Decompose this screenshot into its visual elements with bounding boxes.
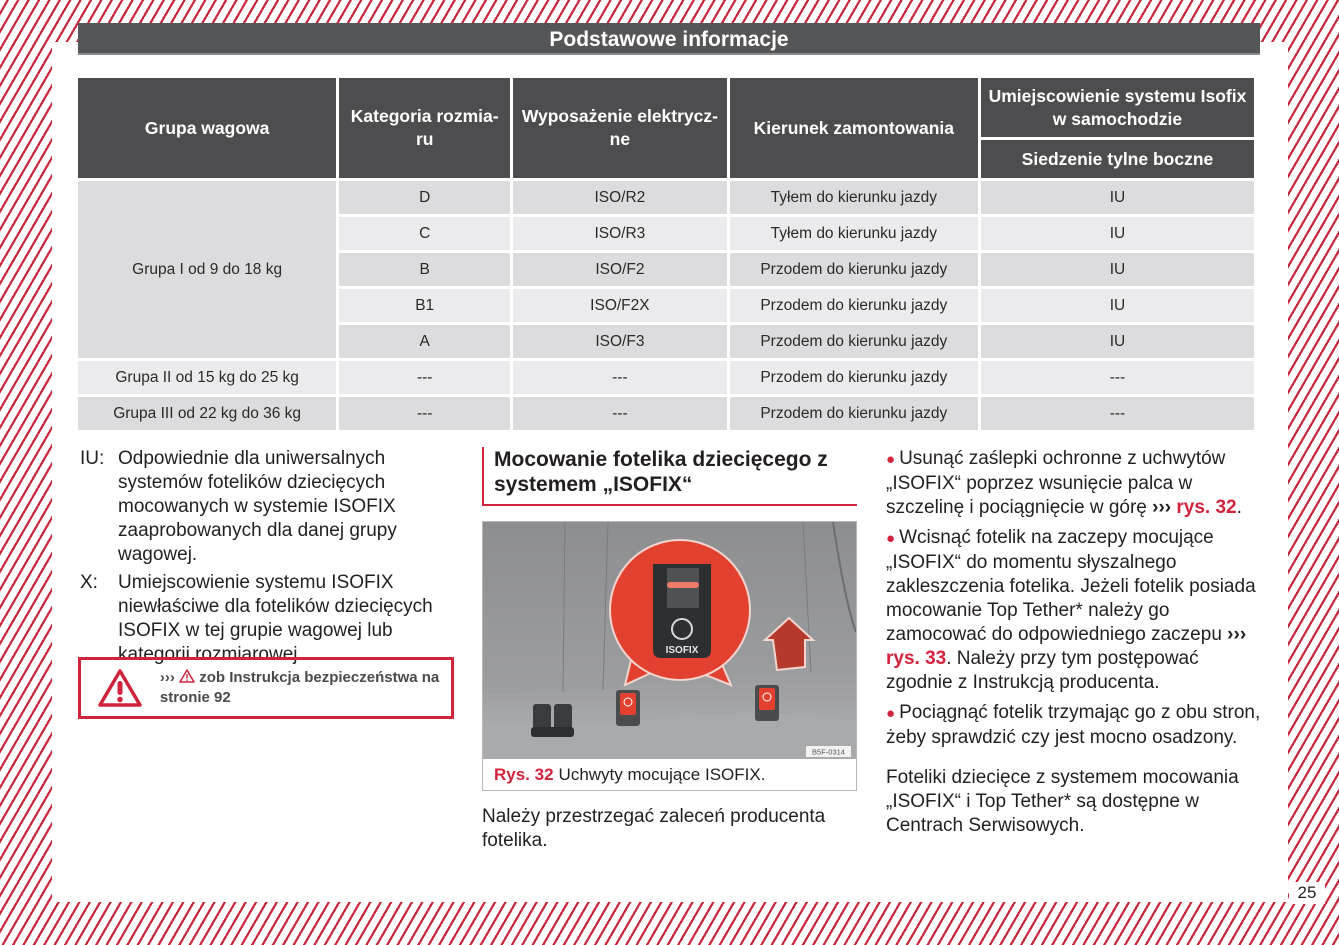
cell-direction: Przodem do kierunku jazdy [730, 253, 978, 286]
cell-group: Grupa II od 15 kg do 25 kg [78, 361, 336, 394]
instruction-step: ● Wcisnąć fotelik na zaczepy mocujące „ISOFIX“ do momentu słyszalnego zakleszczenia fotelika. Jeżeli fotelik posiada mocowanie Top Tether* należy go zamocować do odpowiedniego zaczepu ››› rys. 33. Należy przy tym postępować zgodnie z Instrukcją producenta. [886, 527, 1256, 693]
bullet-icon: ● [886, 451, 896, 468]
cell-location: IU [981, 217, 1254, 250]
legend [80, 447, 455, 671]
chevron-icon: ››› [1227, 624, 1247, 645]
legend-key: IU: [80, 448, 105, 469]
warning-text: zob Instrukcja bezpieczeństwa na stronie 92 [159, 669, 440, 706]
chevron-icon: ››› [159, 669, 175, 686]
cell-group: Grupa III od 22 kg do 36 kg [78, 397, 336, 430]
table-row [78, 397, 1254, 430]
header-direction: Kierunek zamontowania [730, 78, 978, 178]
small-warning-icon [179, 669, 199, 686]
figure-caption-text: Uchwyty mocujące ISOFIX. [558, 765, 766, 784]
figure-label: Rys. 32 [494, 765, 554, 784]
isofix-section [482, 447, 857, 851]
cell-location: IU [981, 253, 1254, 286]
svg-text:B5F-0314: B5F-0314 [812, 747, 845, 757]
figure-caption [483, 759, 856, 790]
cell-category: C [339, 217, 510, 250]
figure-link[interactable]: ››› rys. 32 [1152, 497, 1237, 518]
legend-item-x [80, 571, 455, 667]
availability-note: Foteliki dziecięce z systemem mocowania „ISOFIX“ i Top Tether* są dostępne w Centrach Serwisowych. [886, 767, 1239, 836]
instructions [886, 447, 1262, 838]
cell-location: IU [981, 181, 1254, 214]
cell-location: IU [981, 289, 1254, 322]
figure-32 [482, 521, 857, 791]
cell-category: --- [339, 397, 510, 430]
cell-direction: Przodem do kierunku jazdy [730, 397, 978, 430]
legend-item-iu [80, 447, 455, 567]
header-rear-side-seat: Siedzenie tylne boczne [981, 140, 1254, 178]
header-weight-group: Grupa wagowa [78, 78, 336, 178]
cell-direction: Tyłem do kierunku jazdy [730, 181, 978, 214]
chevron-icon: ››› [1152, 497, 1172, 518]
manufacturer-note: Należy przestrzegać zaleceń producenta fotelika. [482, 806, 826, 851]
cell-direction: Tyłem do kierunku jazdy [730, 217, 978, 250]
cell-category: D [339, 181, 510, 214]
safety-warning-link[interactable] [160, 668, 451, 708]
svg-text:ISOFIX: ISOFIX [665, 645, 699, 656]
cell-equipment: ISO/R3 [513, 217, 727, 250]
bullet-icon: ● [886, 705, 896, 722]
bullet-icon: ● [886, 530, 896, 547]
cell-equipment: ISO/F2X [513, 289, 727, 322]
figure-link[interactable]: ››› rys. 33 [886, 624, 1247, 669]
page-number: 25 [1289, 882, 1325, 904]
warning-triangle-icon [81, 668, 160, 708]
cell-equipment: ISO/R2 [513, 181, 727, 214]
isofix-table [75, 75, 1257, 433]
cell-location: --- [981, 361, 1254, 394]
step-text: Wcisnąć fotelik na zaczepy mocujące „ISOFIX“ do momentu słyszalnego zakleszczenia fotelika. Jeżeli fotelik posiada mocowanie Top Tether* należy go zamocować do odpowiedniego zaczepu [886, 527, 1256, 645]
header-size-category: Kategoria rozmia-ru [339, 78, 510, 178]
header-isofix-location: Umiejscowienie systemu Isofix w samochodzie [981, 78, 1254, 137]
step-text: Usunąć zaślepki ochronne z uchwytów „ISOFIX“ poprzez wsunięcie palca w szczelinę i pociągnięcie w górę [886, 448, 1226, 518]
cell-category: --- [339, 361, 510, 394]
cell-direction: Przodem do kierunku jazdy [730, 325, 978, 358]
cell-equipment: ISO/F3 [513, 325, 727, 358]
legend-text: Umiejscowienie systemu ISOFIX niewłaściwe dla fotelików dziecięcych ISOFIX w tej grupie wagowej lub kategorii rozmiarowej . [118, 572, 433, 665]
cell-category: B1 [339, 289, 510, 322]
cell-equipment: ISO/F2 [513, 253, 727, 286]
table-row [78, 181, 1254, 214]
page-title: Podstawowe informacje [78, 23, 1260, 55]
cell-direction: Przodem do kierunku jazdy [730, 289, 978, 322]
safety-warning-box [78, 657, 454, 719]
header-equipment: Wyposażenie elektrycz-ne [513, 78, 727, 178]
section-heading: Mocowanie fotelika dziecięcego z systemem „ISOFIX“ [482, 447, 857, 506]
instruction-step [886, 701, 1262, 750]
cell-category: B [339, 253, 510, 286]
cell-category: A [339, 325, 510, 358]
instruction-step: ● Usunąć zaślepki ochronne z uchwytów „ISOFIX“ poprzez wsunięcie palca w szczelinę i pociągnięcie w górę ››› rys. 32. [886, 448, 1242, 518]
cell-group: Grupa I od 9 do 18 kg [78, 181, 336, 358]
cell-location: IU [981, 325, 1254, 358]
cell-equipment: --- [513, 397, 727, 430]
legend-key: X: [80, 572, 98, 593]
step-text: Pociągnąć fotelik trzymając go z obu stron, żeby sprawdzić czy jest mocno osadzony. [886, 702, 1261, 748]
isofix-anchors-photo [483, 522, 856, 759]
table-row [78, 361, 1254, 394]
cell-location: --- [981, 397, 1254, 430]
cell-direction: Przodem do kierunku jazdy [730, 361, 978, 394]
cell-equipment: --- [513, 361, 727, 394]
legend-text: Odpowiednie dla uniwersalnych systemów fotelików dziecięcych mocowanych w systemie ISOFIX zaaprobowanych dla danej grupy wagowej. [118, 448, 397, 565]
